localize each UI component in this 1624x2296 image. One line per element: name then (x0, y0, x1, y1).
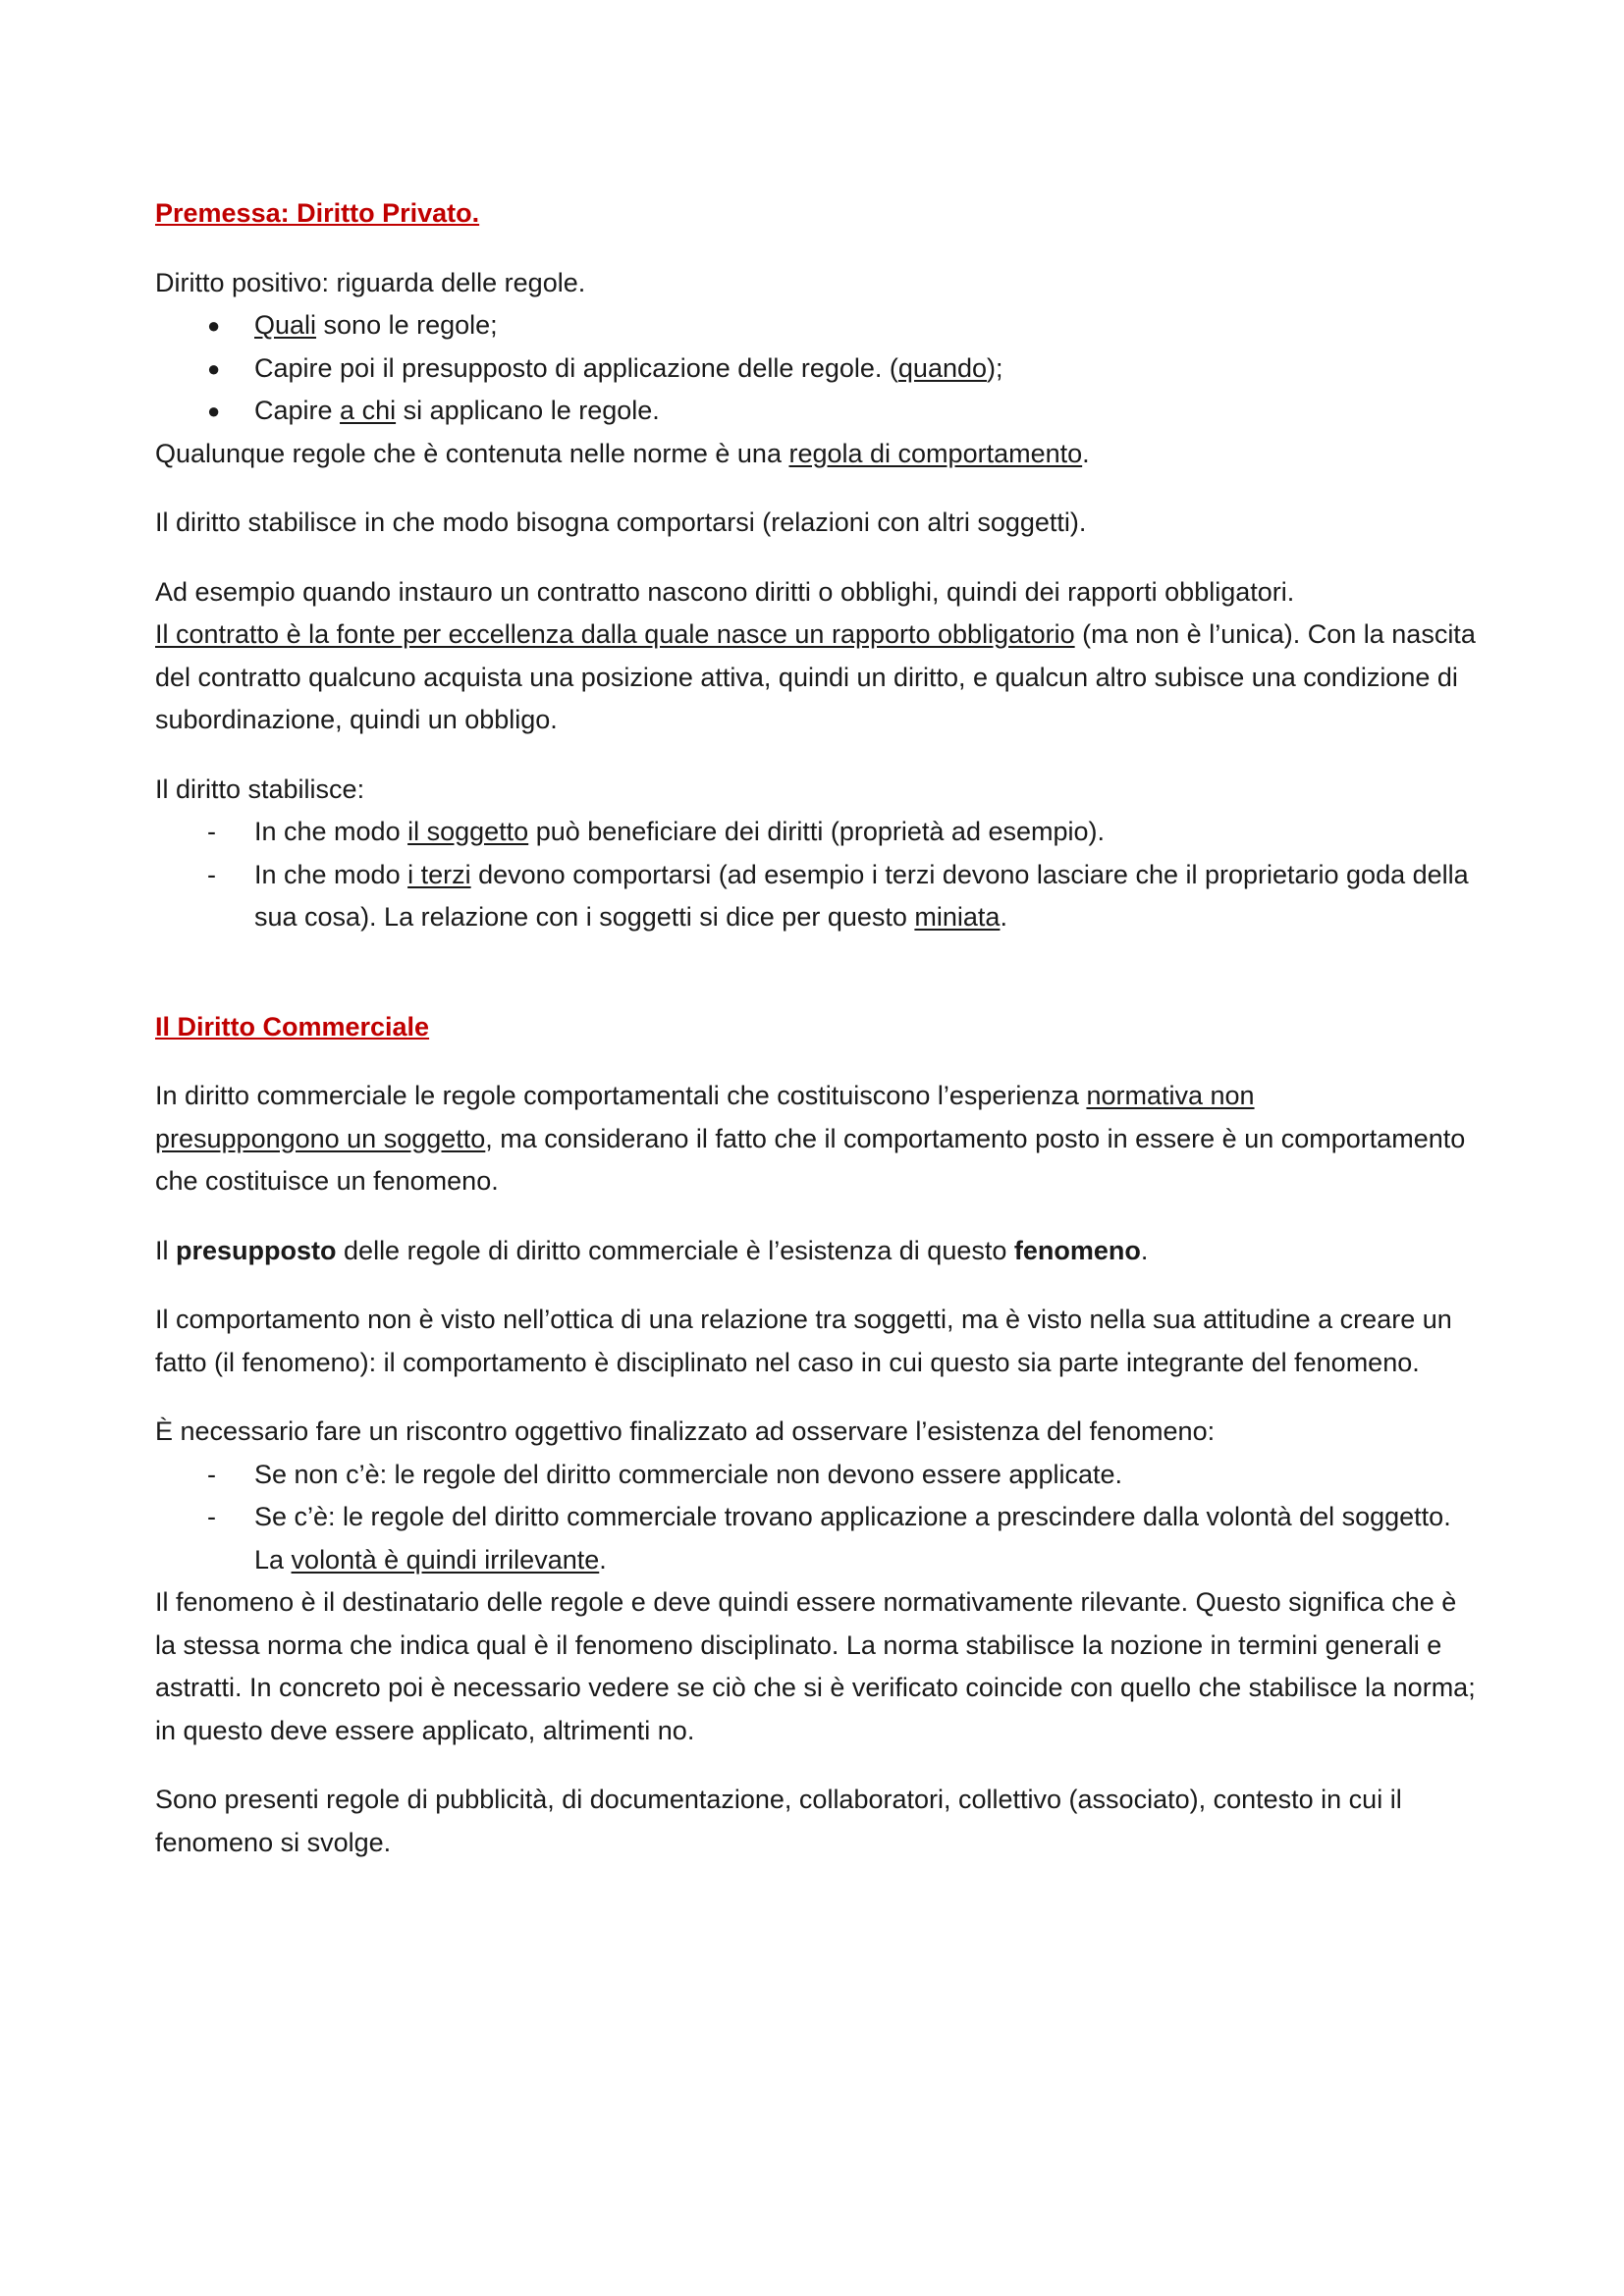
list-item-text: sono le regole; (316, 310, 498, 340)
list-item-text: ); (987, 352, 1003, 383)
dash-marker: - (207, 1502, 216, 1531)
bullet-marker: ● (207, 399, 221, 423)
list-item (155, 1454, 1481, 1497)
dash-list (155, 1454, 1481, 1582)
list-item-text: Capire poi il presupposto di applicazione delle regole. ( (254, 352, 898, 383)
paragraph (155, 1230, 1481, 1273)
paragraph-intro: È necessario fare un riscontro oggettivo finalizzato ad osservare l’esistenza del fenomeno: (155, 1416, 1216, 1446)
dash-marker: - (207, 859, 216, 889)
bold-text: fenomeno (1013, 1235, 1141, 1265)
list-item-text: . (599, 1544, 607, 1575)
paragraph-intro: Il diritto stabilisce: (155, 774, 365, 804)
dash-marker: - (207, 817, 216, 846)
paragraph: Il comportamento non è visto nell’ottica di una relazione tra soggetti, ma è visto nella sua attitudine a creare un fatto (il fenomeno): il comportamento è disciplinato nel caso in cui questo sia parte integrante del fenomeno. (155, 1305, 1452, 1377)
paragraph: Il fenomeno è il destinatario delle regole e deve quindi essere normativamente rilevante. Questo significa che è la stessa norma che indica qual è il fenomeno disciplinato. La norma stabilisce la nozione in termini generali e astratti. In concreto poi è necessario vedere se ciò che si è verificato coincide con quello che stabilisce la norma; in questo deve essere applicato, altrimenti no. (155, 1587, 1476, 1745)
section-heading-diritto-privato: Premessa: Diritto Privato. (155, 198, 480, 228)
list-item-text: devono comportarsi (ad esempio i terzi devono lasciare che il proprietario goda della sua cosa). La relazione con i soggetti si dice per questo (254, 859, 1469, 932)
underlined-text: a chi (340, 396, 397, 425)
list-item-text: Se non c’è: le regole del diritto commerciale non devono essere applicate. (254, 1459, 1123, 1489)
underlined-text: regola di comportamento (788, 438, 1083, 468)
list-item-text: Se c’è: le regole del diritto commerciale trovano applicazione a prescindere dalla volontà del soggetto. La (254, 1502, 1451, 1575)
section-heading-diritto-commerciale: Il Diritto Commerciale (155, 1011, 430, 1041)
paragraph-text: . (1082, 438, 1090, 468)
underlined-text: volontà è quindi irrilevante (291, 1544, 600, 1575)
list-item-text: si applicano le regole. (396, 396, 660, 425)
paragraph-rule (155, 433, 1481, 476)
list-item-text: . (1000, 902, 1007, 932)
dash-list (155, 811, 1481, 939)
bullet-marker: ● (207, 355, 221, 381)
paragraph-text: . (1140, 1235, 1149, 1265)
underlined-text: presuppongono un soggetto (155, 1123, 486, 1153)
list-item (155, 811, 1481, 854)
underlined-text: i terzi (407, 859, 471, 889)
paragraph-text: (ma non è l’unica). Con la nascita del contratto qualcuno acquista una posizione attiva, quindi un diritto, e qualcun altro subisce una condizione di subordinazione, quindi un obbligo. (155, 619, 1476, 734)
paragraph: Il diritto stabilisce in che modo bisogna comportarsi (relazioni con altri soggetti). (155, 507, 1087, 537)
paragraph-text: Ad esempio quando instauro un contratto nascono diritti o obblighi, quindi dei rapporti obbligatori. (155, 576, 1295, 607)
bullet-list (155, 304, 1481, 433)
paragraph-text: Il (155, 1235, 177, 1265)
underlined-text: normativa non (1086, 1081, 1255, 1110)
list-item (155, 1496, 1481, 1581)
list-item (155, 347, 1481, 391)
dash-marker: - (207, 1459, 216, 1489)
paragraph-intro: Diritto positivo: riguarda delle regole. (155, 267, 586, 297)
list-item-text: può beneficiare dei diritti (proprietà ad esempio). (528, 817, 1106, 846)
paragraph (155, 1075, 1481, 1203)
paragraph: Sono presenti regole di pubblicità, di documentazione, collaboratori, collettivo (associato), contesto in cui il fenomeno si svolge. (155, 1785, 1402, 1857)
underlined-text: Il contratto è la fonte per eccellenza dalla quale nasce un rapporto obbligatorio (155, 619, 1075, 649)
paragraph-text: Qualunque regole che è contenuta nelle norme è una (155, 438, 789, 468)
paragraph-contract (155, 571, 1481, 742)
list-item-text: In che modo (254, 859, 408, 889)
list-item-text: In che modo (254, 817, 408, 846)
bold-text: presupposto (176, 1235, 337, 1265)
paragraph-text: , ma considerano il fatto che il comportamento posto in essere è un comportamento che costituisce un fenomeno. (155, 1123, 1466, 1196)
list-item (155, 304, 1481, 347)
document-body (155, 192, 1481, 1864)
underlined-text: Quali (254, 310, 317, 340)
bullet-marker: ● (207, 313, 221, 338)
paragraph-text: In diritto commerciale le regole comportamentali che costituiscono l’esperienza (155, 1081, 1087, 1110)
paragraph-text: delle regole di diritto commerciale è l’esistenza di questo (336, 1235, 1014, 1265)
underlined-text: quando (897, 352, 988, 383)
underlined-text: miniata (914, 902, 1001, 932)
list-item (155, 390, 1481, 433)
underlined-text: il soggetto (407, 817, 529, 846)
list-item (155, 854, 1481, 939)
list-item-text: Capire (254, 396, 341, 425)
